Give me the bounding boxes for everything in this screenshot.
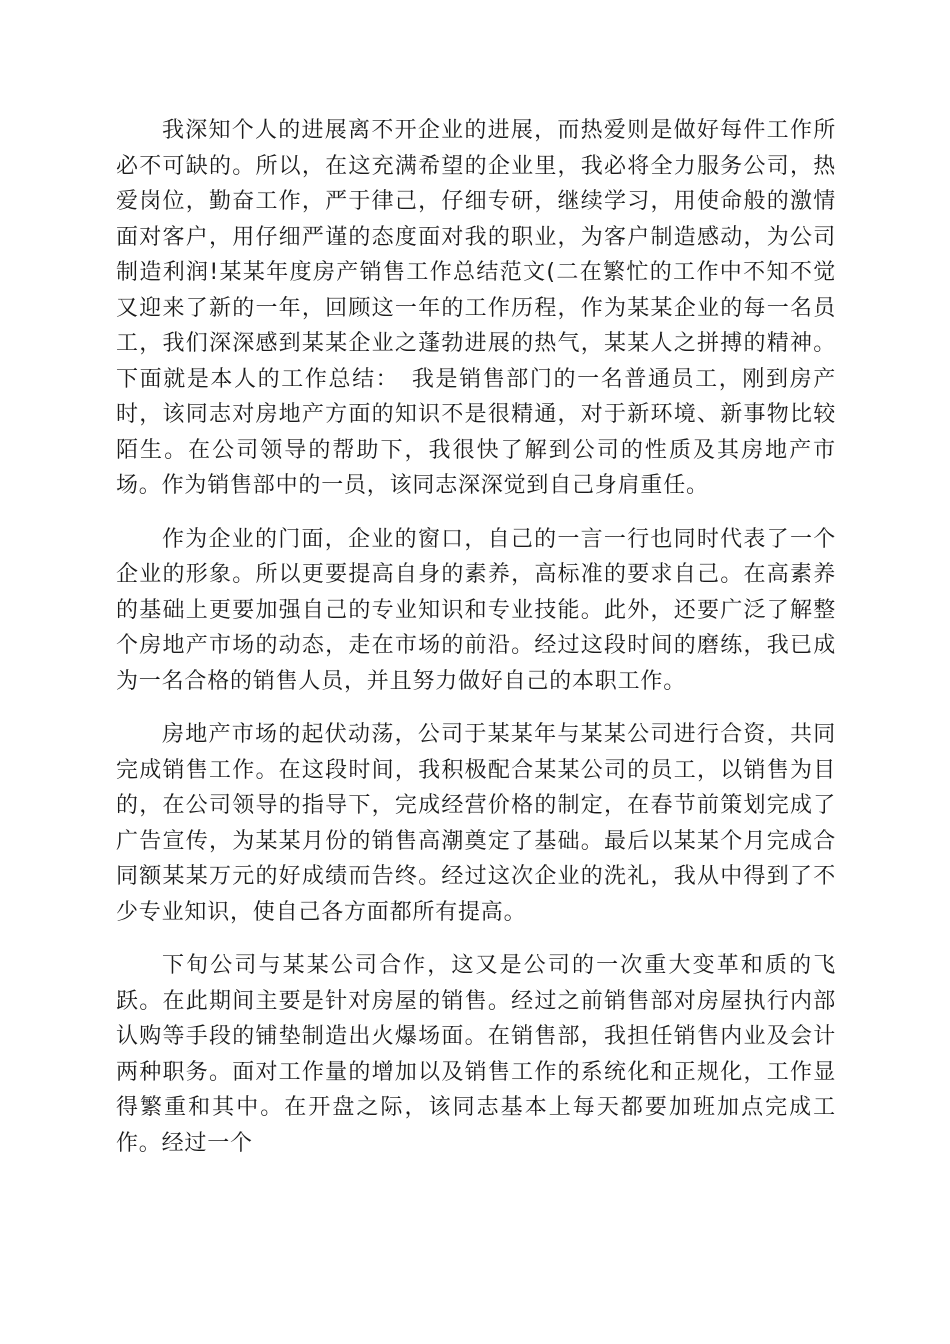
paragraph-1: 我深知个人的进展离不开企业的进展，而热爱则是做好每件工作所必不可缺的。所以，在这充满希望的企业里，我必将全力服务公司，热爱岗位，勤奋工作，严于律己，仔细专研，继续学习，用使命般的激情面对客户，用仔细严谨的态度面对我的职业，为客户制造感动，为公司制造利润!某某年度房产销售工作总结范文(二在繁忙的工作中不知不觉又迎来了新的一年，回顾这一年的工作历程，作为某某企业的每一名员工，我们深深感到某某企业之蓬勃进展的热气，某某人之拼搏的精神。下面就是本人的工作总结： 我是销售部门的一名普通员工，刚到房产时，该同志对房地产方面的知识不是很精通，对于新环境、新事物比较陌生。在公司领导的帮助下，我很快了解到公司的性质及其房地产市场。作为销售部中的一员，该同志深深觉到自己身肩重任。	[116, 118, 836, 498]
paragraph-3: 房地产市场的起伏动荡，公司于某某年与某某公司进行合资，共同完成销售工作。在这段时间，我积极配合某某公司的员工，以销售为目的，在公司领导的指导下，完成经营价格的制定，在春节前策划完成了广告宣传，为某某月份的销售高潮奠定了基础。最后以某某个月完成合同额某某万元的好成绩而告终。经过这次企业的洗礼，我从中得到了不少专业知识，使自己各方面都所有提高。	[116, 722, 836, 925]
paragraph-4: 下旬公司与某某公司合作，这又是公司的一次重大变革和质的飞跃。在此期间主要是针对房屋的销售。经过之前销售部对房屋执行内部认购等手段的铺垫制造出火爆场面。在销售部，我担任销售内业及会计两种职务。面对工作量的增加以及销售工作的系统化和正规化，工作显得繁重和其中。在开盘之际，该同志基本上每天都要加班加点完成工作。经过一个	[116, 953, 836, 1156]
document-body	[116, 113, 836, 1161]
paragraph-2: 作为企业的门面，企业的窗口，自己的一言一行也同时代表了一个企业的形象。所以更要提高自身的素养，高标准的要求自己。在高素养的基础上更要加强自己的专业知识和专业技能。此外，还要广泛了解整个房地产市场的动态，走在市场的前沿。经过这段时间的磨练，我已成为一名合格的销售人员，并且努力做好自己的本职工作。	[116, 526, 836, 694]
